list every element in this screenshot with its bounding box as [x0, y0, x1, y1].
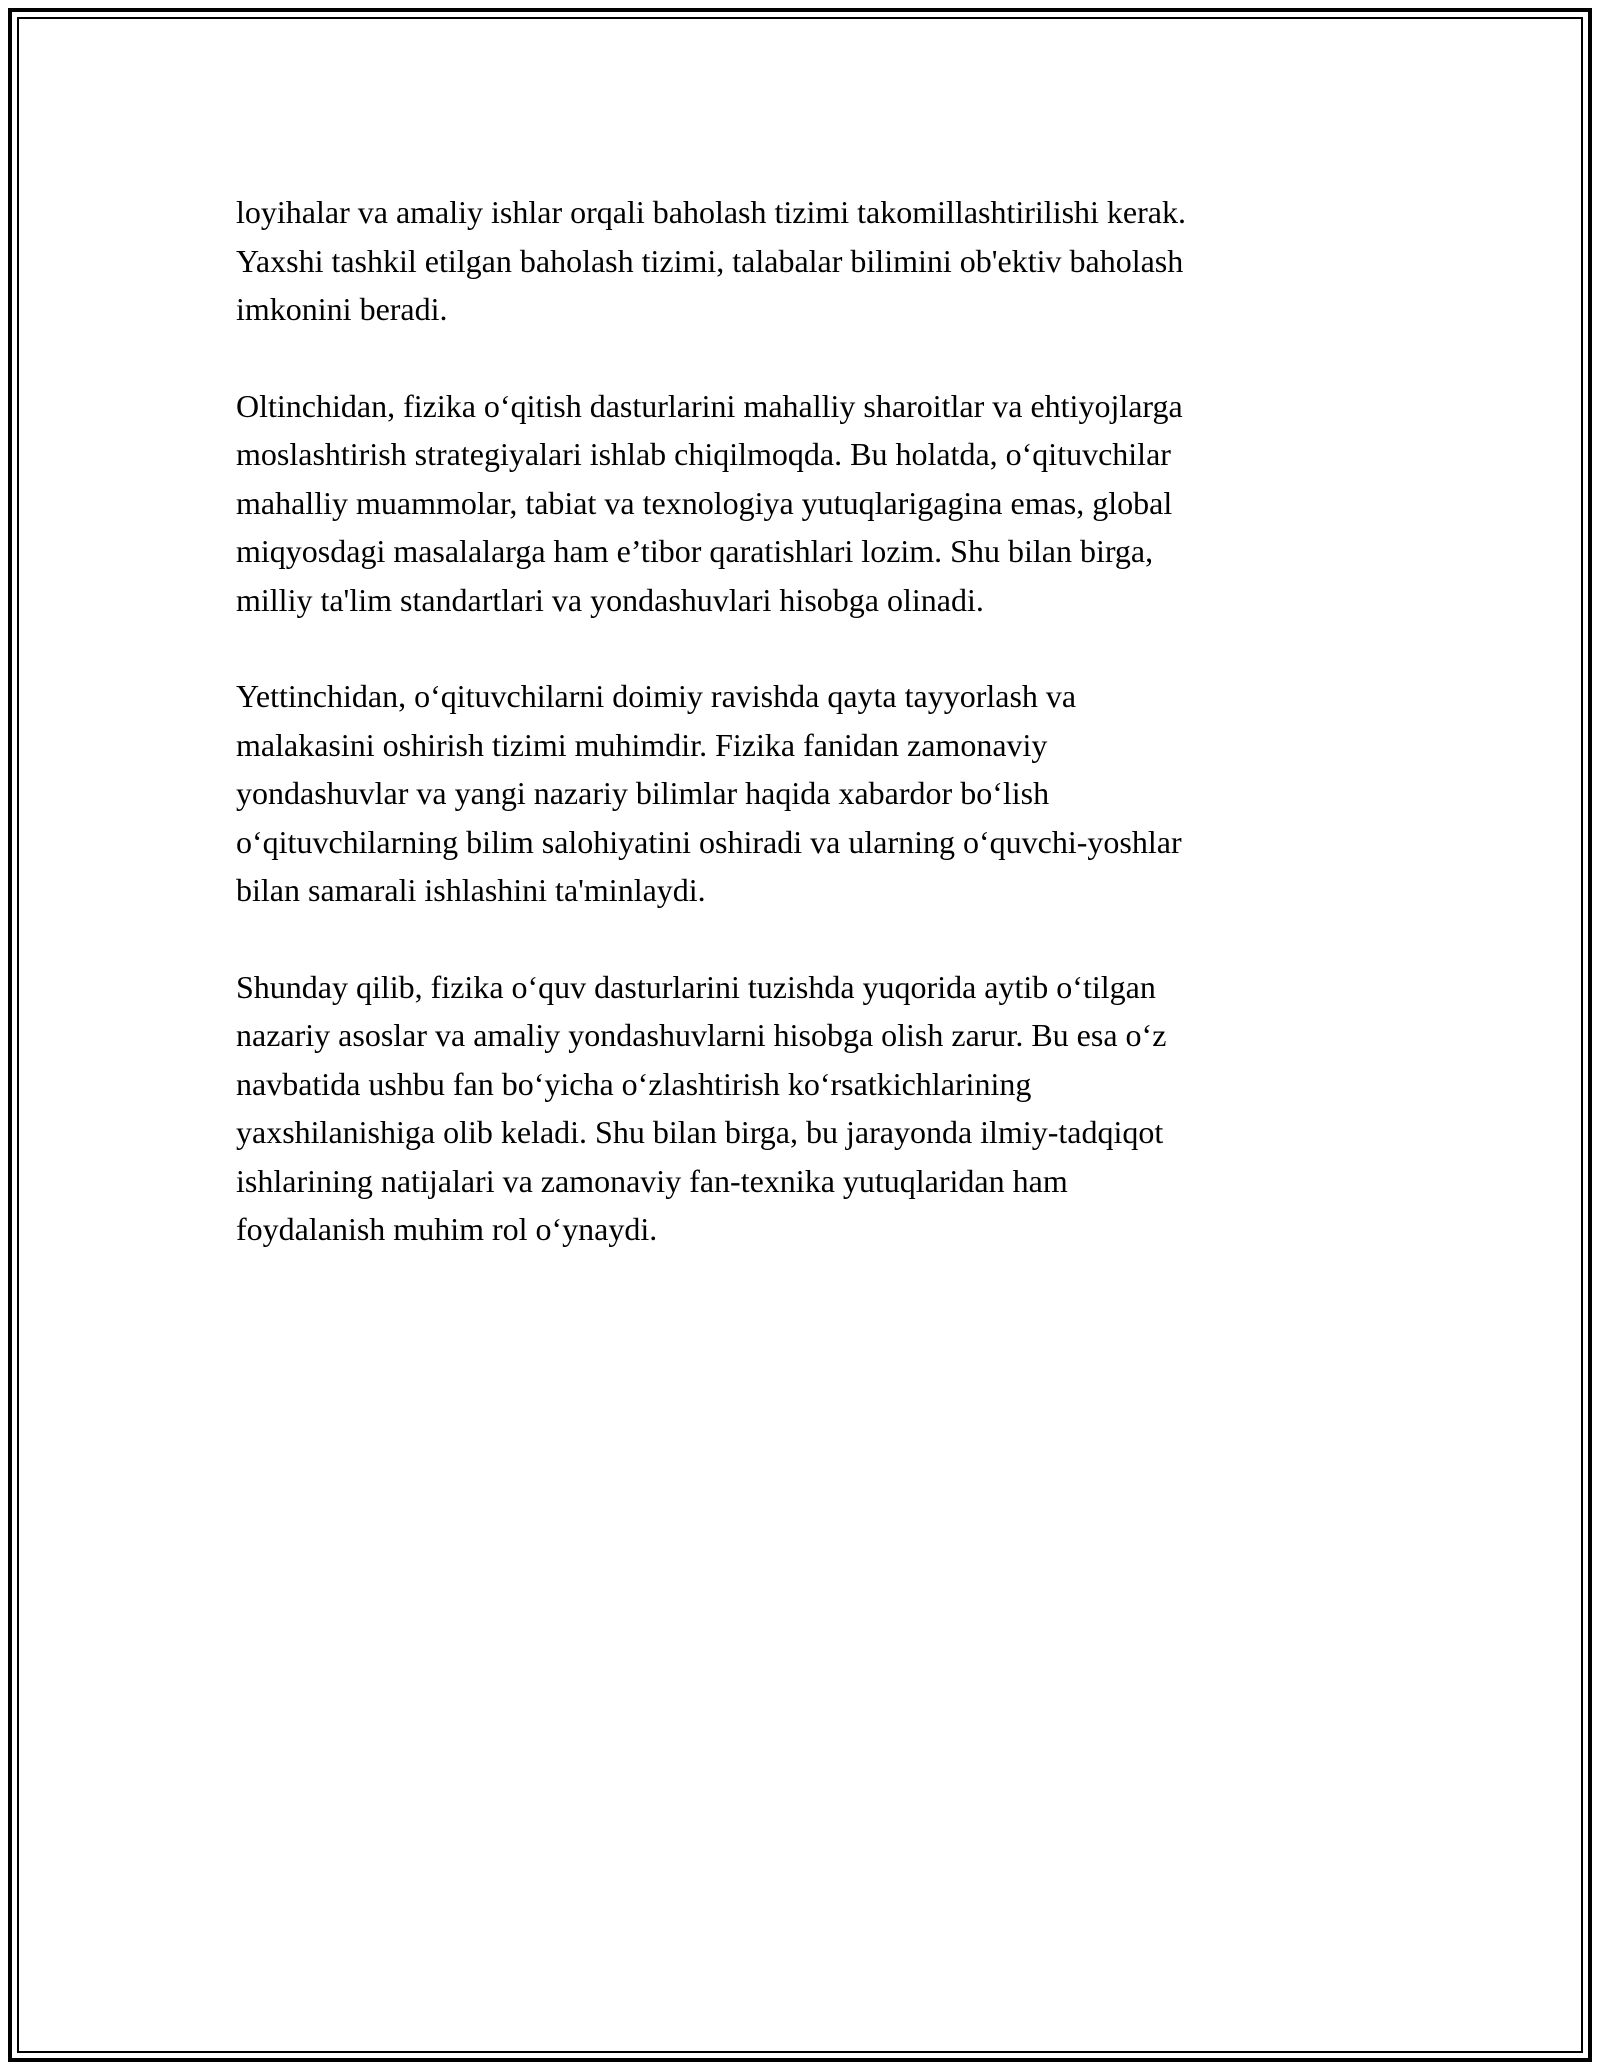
- text-line: yaxshilanishiga olib keladi. Shu bilan birga, bu jarayonda ilmiy-tadqiqot: [236, 1114, 1164, 1150]
- document-body: [236, 188, 1376, 1302]
- text-line: navbatida ushbu fan bo‘yicha o‘zlashtirish ko‘rsatkichlarining: [236, 1065, 1032, 1102]
- text-line: imkonini beradi.: [236, 291, 448, 327]
- paragraph-conclusion: [236, 963, 1376, 1254]
- text-line: foydalanish muhim rol o‘ynaydi.: [236, 1211, 658, 1247]
- text-line: loyihalar va amaliy ishlar orqali baholash tizimi takomillashtirilishi kerak.: [236, 194, 1186, 230]
- paragraph-assessment: [236, 188, 1376, 334]
- text-line: bilan samarali ishlashini ta'minlaydi.: [236, 872, 706, 908]
- text-line: o‘qituvchilarning bilim salohiyatini oshiradi va ularning o‘quvchi-yoshlar: [236, 823, 1182, 860]
- text-line: Oltinchidan, fizika o‘qitish dasturlarini mahalliy sharoitlar va ehtiyojlarga: [236, 387, 1183, 424]
- text-line: Yaxshi tashkil etilgan baholash tizimi, talabalar bilimini ob'ektiv baholash: [236, 242, 1184, 279]
- text-line: miqyosdagi masalalarga ham e’tibor qaratishlari lozim. Shu bilan birga,: [236, 533, 1154, 569]
- text-line: ishlarining natijalari va zamonaviy fan-texnika yutuqlaridan ham: [236, 1162, 1068, 1199]
- text-line: moslashtirish strategiyalari ishlab chiqilmoqda. Bu holatda, o‘qituvchilar: [236, 436, 1171, 472]
- paragraph-seventh: [236, 672, 1376, 915]
- text-line: mahalliy muammolar, tabiat va texnologiya yutuqlarigagina emas, global: [236, 484, 1173, 521]
- text-line: nazariy asoslar va amaliy yondashuvlarni hisobga olish zarur. Bu esa o‘z: [236, 1017, 1167, 1053]
- text-line: yondashuvlar va yangi nazariy bilimlar haqida xabardor bo‘lish: [236, 775, 1050, 811]
- text-line: Shunday qilib, fizika o‘quv dasturlarini tuzishda yuqorida aytib o‘tilgan: [236, 968, 1156, 1005]
- text-line: malakasini oshirish tizimi muhimdir. Fizika fanidan zamonaviy: [236, 726, 1048, 763]
- text-line: Yettinchidan, o‘qituvchilarni doimiy ravishda qayta tayyorlash va: [236, 678, 1077, 714]
- text-line: milliy ta'lim standartlari va yondashuvlari hisobga olinadi.: [236, 581, 984, 618]
- paragraph-sixth: [236, 382, 1376, 625]
